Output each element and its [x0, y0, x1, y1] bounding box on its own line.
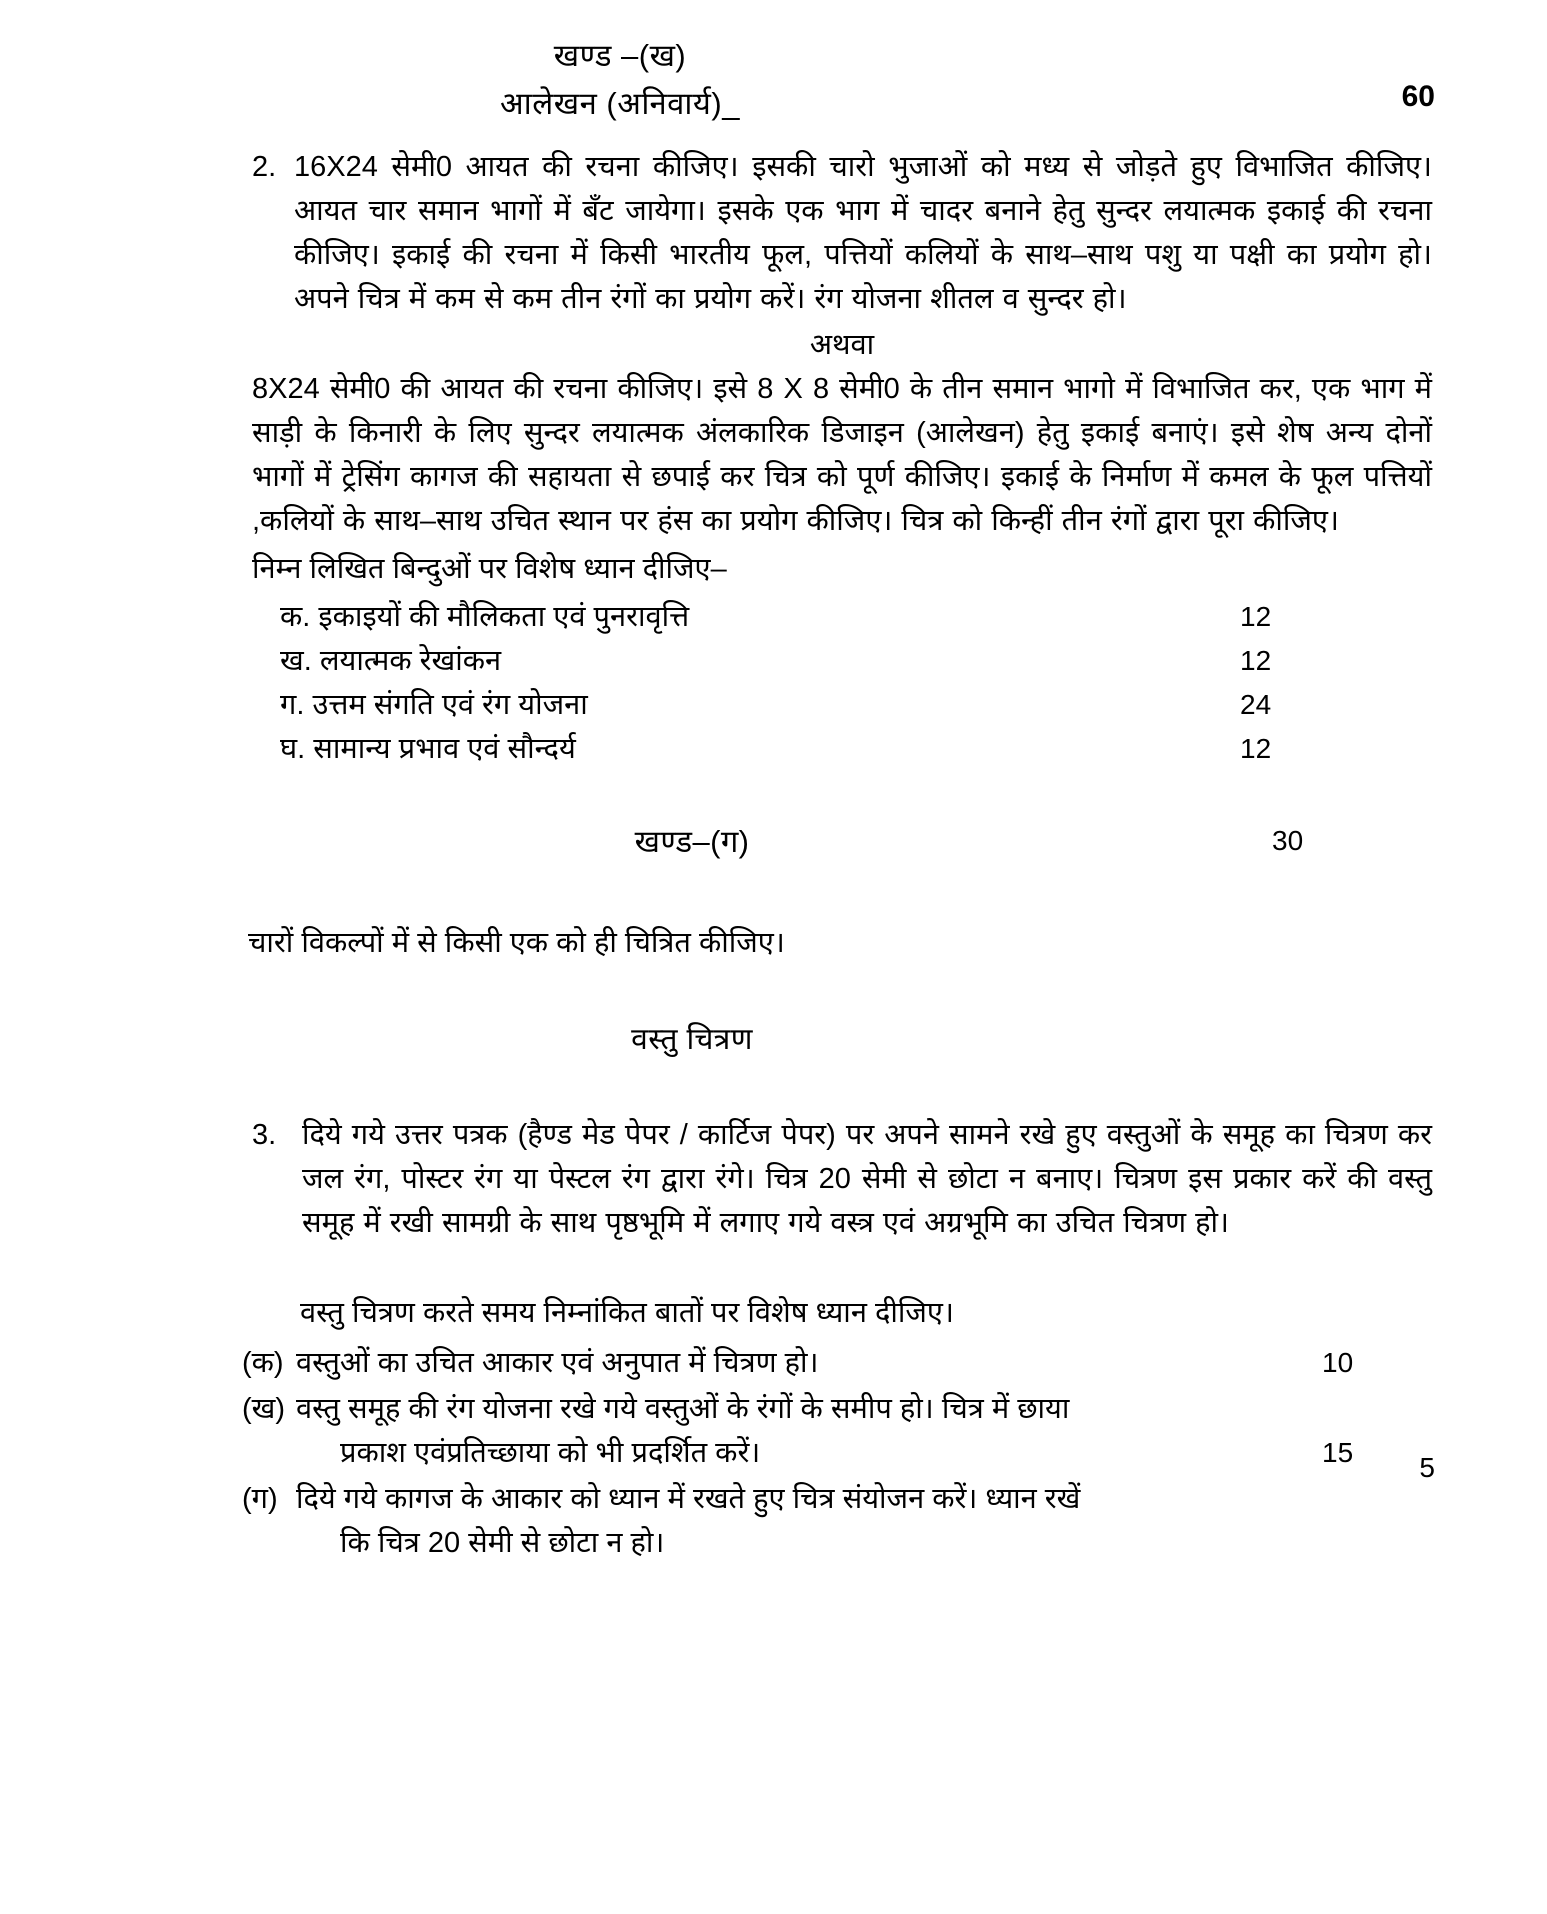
alternative-label: अथवा	[809, 329, 875, 361]
question-2	[252, 145, 1432, 321]
sub-criteria-letter: (ग)	[242, 1483, 278, 1515]
question-2-note: निम्न लिखित बिन्दुओं पर विशेष ध्यान दीजिए–	[252, 553, 727, 585]
sub-criteria-text	[296, 1341, 1322, 1385]
sub-criteria-letter: (ख)	[242, 1393, 286, 1425]
section-ga-header	[252, 819, 1432, 865]
criteria-row	[252, 595, 1432, 639]
sub-criteria-line-1: वस्तुओं का उचित आकार एवं अनुपात में चित्रण हो।	[296, 1347, 819, 1379]
page-body	[242, 145, 1432, 1565]
page-header	[0, 32, 1547, 142]
header-center-block	[0, 32, 1240, 128]
page-number: 5	[1419, 1452, 1435, 1483]
section-title: आलेखन (अनिवार्य)_	[500, 86, 740, 121]
question-2-option-a: 16X24 सेमी0 आयत की रचना कीजिए। इसकी चारो भुजाओं को मध्य से जोड़ते हुए विभाजित कीजिए। आयत चार समान भागों में बँट जायेगा। इसके एक भाग में चादर बनाने हेतु सुन्दर लयात्मक इकाई की रचना कीजिए। इकाई की रचना में किसी भारतीय फूल, पत्तियों कलियों के साथ–साथ पशु या पक्षी का प्रयोग हो। अपने चित्र में कम से कम तीन रंगों का प्रयोग करें। रंग योजना शीतल व सुन्दर हो।	[294, 151, 1432, 315]
criteria-label	[252, 727, 1240, 771]
criteria-marks: 12	[1240, 645, 1272, 676]
section-ga-marks: 30	[1272, 825, 1304, 856]
criteria-letter: क.	[280, 601, 311, 633]
section-label: खण्ड –(ख)	[553, 38, 687, 73]
question-2-criteria-list	[252, 595, 1432, 771]
criteria-letter: घ.	[280, 733, 306, 765]
criteria-text: लयात्मक रेखांकन	[319, 645, 502, 677]
sub-criteria-text	[296, 1477, 1322, 1565]
criteria-text: इकाइयों की मौलिकता एवं पुनरावृत्ति	[318, 601, 690, 633]
question-3-criteria-list	[242, 1341, 1432, 1565]
criteria-row	[252, 683, 1432, 727]
criteria-text: उत्तम संगति एवं रंग योजना	[312, 689, 588, 721]
sub-criteria-marks: 15	[1322, 1437, 1354, 1468]
sub-criteria-text	[296, 1387, 1322, 1475]
criteria-label	[252, 683, 1240, 727]
criteria-marks: 12	[1240, 601, 1272, 632]
criteria-marks: 12	[1240, 733, 1272, 764]
sub-criteria-line-2: कि चित्र 20 सेमी से छोटा न हो।	[340, 1527, 665, 1559]
sub-criteria-row	[242, 1387, 1432, 1475]
sub-criteria-row	[242, 1341, 1432, 1385]
question-2-number: 2.	[252, 151, 277, 183]
question-3-number: 3.	[252, 1119, 277, 1151]
criteria-row	[252, 639, 1432, 683]
question-3	[252, 1113, 1432, 1245]
question-3-text: दिये गये उत्तर पत्रक (हैण्ड मेड पेपर / कार्टिज पेपर) पर अपने सामने रखे हुए वस्तुओं के समूह का चित्रण कर जल रंग, पोस्टर रंग या पेस्टल रंग द्वारा रंगे। चित्र 20 सेमी से छोटा न बनाए। चित्रण इस प्रकार करें की वस्तु समूह में रखी सामग्री के साथ पृष्ठभूमि में लगाए गये वस्त्र एवं अग्रभूमि का उचित चित्रण हो।	[302, 1119, 1432, 1239]
question-3-note: वस्तु चित्रण करते समय निम्नांकित बातों पर विशेष ध्यान दीजिए।	[300, 1297, 954, 1329]
section-ga-title: खण्ड–(ग)	[634, 824, 750, 859]
sub-criteria-row	[242, 1477, 1432, 1565]
criteria-label	[252, 595, 1240, 639]
section-marks: 60	[1401, 80, 1435, 113]
sub-criteria-marks: 10	[1322, 1347, 1354, 1378]
criteria-row	[252, 727, 1432, 771]
subsection-title: वस्तु चित्रण	[631, 1023, 753, 1056]
sub-criteria-line-2: प्रकाश एवंप्रतिच्छाया को भी प्रदर्शित करें।	[340, 1437, 761, 1469]
criteria-letter: ग.	[280, 689, 305, 721]
sub-criteria-line-1: दिये गये कागज के आकार को ध्यान में रखते हुए चित्र संयोजन करें। ध्यान रखें	[296, 1483, 1081, 1515]
sub-criteria-letter: (क)	[242, 1347, 284, 1379]
question-2-option-b: 8X24 सेमी0 की आयत की रचना कीजिए। इसे 8 X 8 सेमी0 के तीन समान भागो में विभाजित कर, एक भाग में साड़ी के किनारी के लिए सुन्दर लयात्मक अंलकारिक डिजाइन (आलेखन) हेतु इकाई बनाएं। इसे शेष अन्य दोनों भागों में ट्रेसिंग कागज की सहायता से छपाई कर चित्र को पूर्ण कीजिए। इकाई के निर्माण में कमल के फूल पत्तियों ,कलियों के साथ–साथ उचित स्थान पर हंस का प्रयोग कीजिए। चित्र को किन्हीं तीन रंगों द्वारा पूरा कीजिए।	[252, 373, 1432, 537]
section-ga-instruction: चारों विकल्पों में से किसी एक को ही चित्रित कीजिए।	[248, 927, 785, 959]
criteria-label	[252, 639, 1240, 683]
criteria-letter: ख.	[280, 645, 312, 677]
criteria-marks: 24	[1240, 689, 1272, 720]
criteria-text: सामान्य प्रभाव एवं सौन्दर्य	[313, 733, 576, 765]
sub-criteria-line-1: वस्तु समूह की रंग योजना रखे गये वस्तुओं के रंगों के समीप हो। चित्र में छाया	[296, 1393, 1070, 1425]
